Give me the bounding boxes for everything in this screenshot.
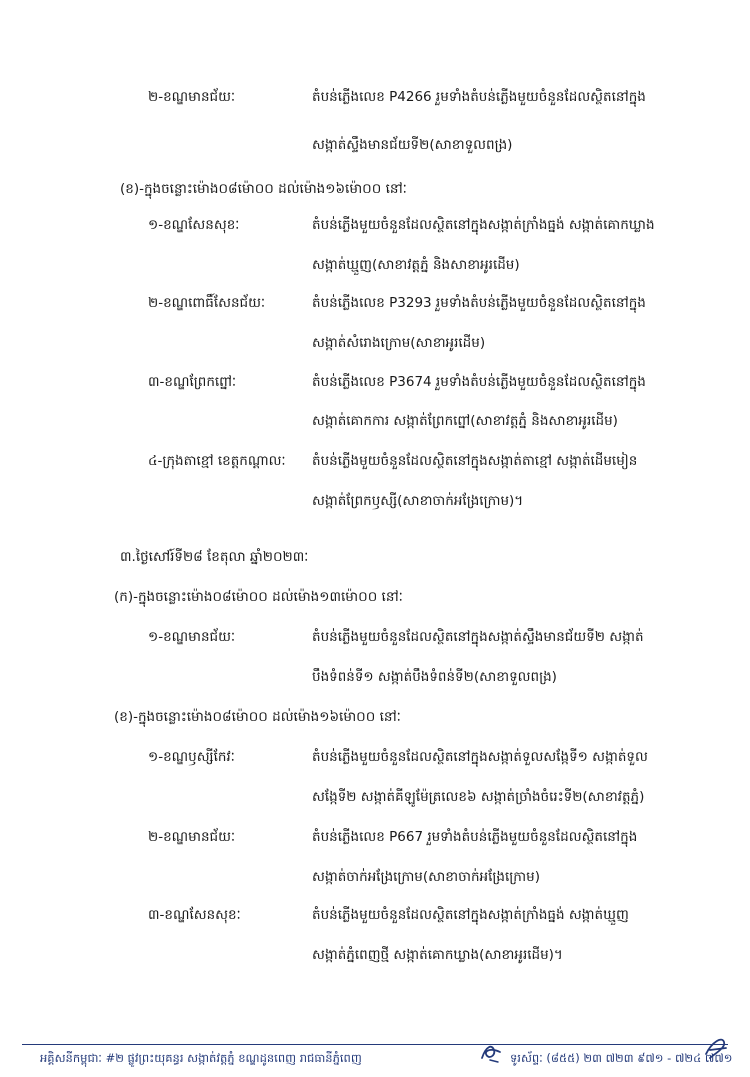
area-description-line: សង្កាត់ចាក់អង្រែក្រោម(សាខាចាក់អង្រែក្រោម): [312, 869, 540, 885]
district-label: ២-ខណ្ឌពោធិ៍សែនជ័យៈ: [148, 295, 266, 311]
area-description-line: បឹងទំពន់ទី១ សង្កាត់បឹងទំពន់ទី២(សាខាទួលពង្រ): [312, 669, 557, 685]
area-description-line: តំបន់ភ្លើងមួយចំនួនដែលស្ថិតនៅក្នុងសង្កាត់ទួលសង្កែទី១ សង្កាត់ទួល: [312, 749, 648, 765]
area-description-line: តំបន់ភ្លើងលេខ P4266 រួមទាំងតំបន់ភ្លើងមួយចំនួនដែលស្ថិតនៅក្នុង: [312, 89, 646, 105]
area-description-line: សង្កាត់ស្ទឹងមានជ័យទី២(សាខាទួលពង្រ): [312, 137, 513, 153]
area-description-line: តំបន់ភ្លើងមួយចំនួនដែលស្ថិតនៅក្នុងសង្កាត់ស្ទឹងមានជ័យទី២ សង្កាត់: [312, 629, 644, 645]
area-description-line: សង្កាត់ឃ្មួញ(សាខាវត្តភ្នំ និងសាខាអូរដើម): [312, 257, 520, 273]
page-initial-mark-icon: [700, 1032, 730, 1062]
area-description-line: សង្កាត់សំរោងក្រោម(សាខាអូរដើម): [312, 335, 486, 351]
area-description-line: សង្កាត់គោកការ សង្កាត់ព្រែកព្នៅ(សាខាវត្តភ្នំ និងសាខាអូរដើម): [312, 413, 618, 429]
district-label: ១-ខណ្ឌឫស្សីកែវៈ: [148, 749, 235, 765]
area-description-line: តំបន់ភ្លើងមួយចំនួនដែលស្ថិតនៅក្នុងសង្កាត់ក្រាំងធ្នង់ សង្កាត់ឃ្មួញ: [312, 907, 629, 923]
district-label: ៣-ខណ្ឌព្រែកព្នៅៈ: [148, 374, 237, 390]
date-heading: ៣.ថ្ងៃសៅរ៍ទី២៨ ខែតុលា ឆ្នាំ២០២៣ៈ: [120, 549, 309, 565]
time-range-heading: (ក)-ក្នុងចន្លោះម៉ោង០៨ម៉ោ០០ ដល់ម៉ោង១៣ម៉ោ០០ នៅៈ: [114, 589, 403, 605]
footer-divider: [22, 1044, 728, 1045]
district-label: ១-ខណ្ឌមានជ័យៈ: [148, 629, 236, 645]
district-label: ២-ខណ្ឌមានជ័យៈ: [148, 89, 236, 105]
area-description-line: តំបន់ភ្លើងមួយចំនួនដែលស្ថិតនៅក្នុងសង្កាត់តាខ្មៅ សង្កាត់ដើមមៀន: [312, 453, 638, 469]
district-label: ៤-ក្រុងតាខ្មៅ ខេត្តកណ្ដាលៈ: [148, 453, 286, 469]
district-label: ១-ខណ្ឌសែនសុខៈ: [148, 217, 240, 233]
area-description-line: តំបន់ភ្លើងលេខ P3674 រួមទាំងតំបន់ភ្លើងមួយចំនួនដែលស្ថិតនៅក្នុង: [312, 374, 646, 390]
area-description-line: តំបន់ភ្លើងលេខ P667 រួមទាំងតំបន់ភ្លើងមួយចំនួនដែលស្ថិតនៅក្នុង: [312, 829, 638, 845]
time-range-heading: (ខ)-ក្នុងចន្លោះម៉ោង០៨ម៉ោ០០ ដល់ម៉ោង១៦ម៉ោ០០ នៅៈ: [120, 181, 407, 197]
footer-phone: ទូរស័ព្ទៈ (៨៥៥) ២៣ ៧២៣ ៩៧១ - ៧២៤ ៧៧១: [510, 1051, 733, 1065]
area-description-line: តំបន់ភ្លើងលេខ P3293 រួមទាំងតំបន់ភ្លើងមួយចំនួនដែលស្ថិតនៅក្នុង: [312, 295, 646, 311]
time-range-heading: (ខ)-ក្នុងចន្លោះម៉ោង០៨ម៉ោ០០ ដល់ម៉ោង១៦ម៉ោ០០ នៅៈ: [114, 709, 401, 725]
district-label: ៣-ខណ្ឌសែនសុខៈ: [148, 907, 241, 923]
area-description-line: សង្កាត់ភ្នំពេញថ្មី សង្កាត់គោកឃ្លាង(សាខាអូរដើម)។: [312, 947, 563, 963]
area-description-line: សង្កាត់ព្រែកឫស្សី(សាខាចាក់អង្រែក្រោម)។: [312, 493, 524, 509]
area-description-line: សង្កែទី២ សង្កាត់គីឡូម៉ែត្រលេខ៦ សង្កាត់ច្រាំងចំរេះទី២(សាខាវត្តភ្នំ): [312, 789, 645, 805]
area-description-line: តំបន់ភ្លើងមួយចំនួនដែលស្ថិតនៅក្នុងសង្កាត់ក្រាំងធ្នង់ សង្កាត់គោកឃ្លាង: [312, 217, 655, 233]
district-label: ២-ខណ្ឌមានជ័យៈ: [148, 829, 236, 845]
signature-mark-icon: [478, 1040, 506, 1066]
footer-address: អគ្គិសនីកម្ពុជាៈ #២ ផ្លូវព្រះយុគន្ធរ សង្កាត់វត្តភ្នំ ខណ្ឌដូនពេញ រាជធានីភ្នំពេញ: [40, 1051, 362, 1065]
